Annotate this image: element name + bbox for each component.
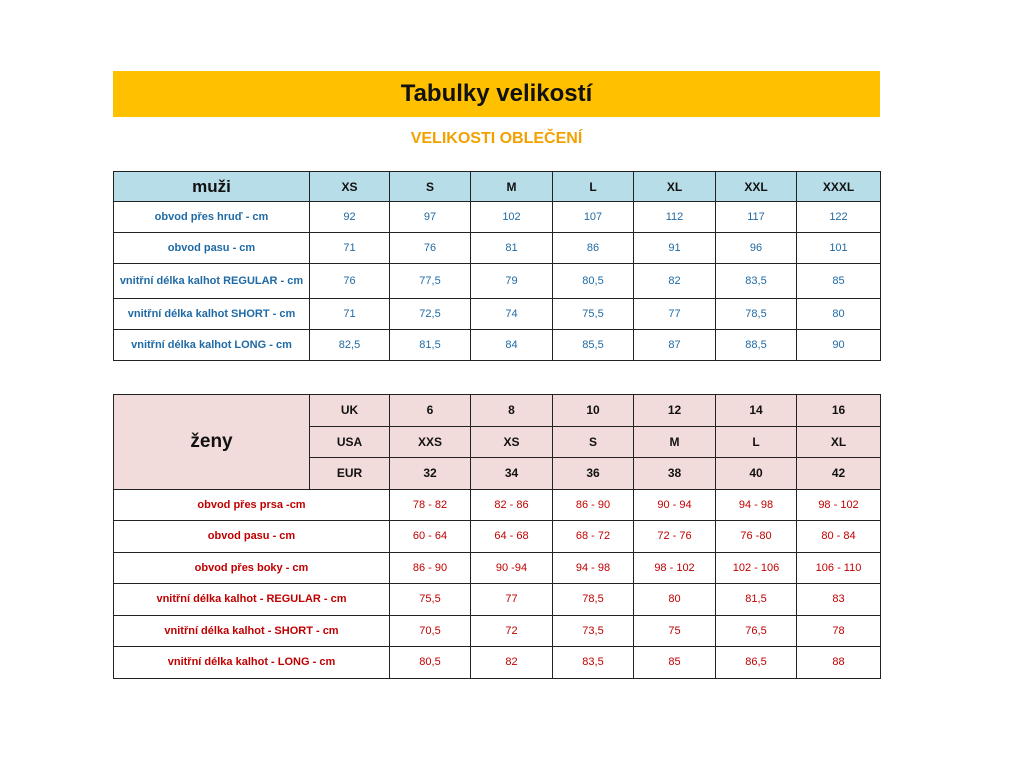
table-cell: 86 - 90 xyxy=(390,552,471,584)
table-cell: 80 xyxy=(797,299,881,330)
table-cell: 75,5 xyxy=(390,584,471,616)
women-size-header: 14 xyxy=(716,395,797,427)
table-cell: 76 xyxy=(310,264,390,299)
table-cell: 64 - 68 xyxy=(471,521,553,553)
table-cell: 84 xyxy=(471,330,553,361)
table-cell: 88 xyxy=(797,647,881,679)
table-cell: 92 xyxy=(310,202,390,233)
table-cell: 86 xyxy=(553,233,634,264)
table-cell: 80 xyxy=(634,584,716,616)
table-cell: 80,5 xyxy=(553,264,634,299)
table-cell: 98 - 102 xyxy=(634,552,716,584)
men-row-inseam-long xyxy=(114,330,881,361)
table-cell: 77 xyxy=(471,584,553,616)
men-size-header: XL xyxy=(634,172,716,202)
table-cell: 76 xyxy=(390,233,471,264)
table-cell: 82 xyxy=(471,647,553,679)
women-size-header: 40 xyxy=(716,458,797,490)
table-cell: 81,5 xyxy=(716,584,797,616)
table-cell: 106 - 110 xyxy=(797,552,881,584)
table-cell: 90 -94 xyxy=(471,552,553,584)
table-cell: 68 - 72 xyxy=(553,521,634,553)
table-cell: 76,5 xyxy=(716,615,797,647)
table-cell: 75 xyxy=(634,615,716,647)
women-label: ženy xyxy=(114,395,310,490)
women-row-waist xyxy=(114,521,881,553)
table-cell: 112 xyxy=(634,202,716,233)
women-size-header: 36 xyxy=(553,458,634,490)
women-size-header: 16 xyxy=(797,395,881,427)
women-row-inseam-long xyxy=(114,647,881,679)
table-cell: 83,5 xyxy=(716,264,797,299)
table-cell: 78,5 xyxy=(716,299,797,330)
table-cell: 78 - 82 xyxy=(390,489,471,521)
table-cell: 82 xyxy=(634,264,716,299)
women-row-bust xyxy=(114,489,881,521)
women-row-inseam-regular xyxy=(114,584,881,616)
table-cell: 87 xyxy=(634,330,716,361)
table-cell: 96 xyxy=(716,233,797,264)
table-cell: 85 xyxy=(634,647,716,679)
table-cell: 82 - 86 xyxy=(471,489,553,521)
men-size-header: XS xyxy=(310,172,390,202)
women-size-header: XS xyxy=(471,426,553,458)
women-size-header: L xyxy=(716,426,797,458)
row-label: obvod přes prsa -cm xyxy=(114,489,390,521)
row-label: obvod přes boky - cm xyxy=(114,552,390,584)
table-cell: 94 - 98 xyxy=(716,489,797,521)
table-cell: 71 xyxy=(310,299,390,330)
men-size-header: XXXL xyxy=(797,172,881,202)
table-cell: 90 - 94 xyxy=(634,489,716,521)
table-cell: 70,5 xyxy=(390,615,471,647)
table-cell: 80,5 xyxy=(390,647,471,679)
table-cell: 78 xyxy=(797,615,881,647)
row-label: obvod pasu - cm xyxy=(114,233,310,264)
page-subtitle: VELIKOSTI OBLEČENÍ xyxy=(410,130,583,147)
women-size-header: 8 xyxy=(471,395,553,427)
women-size-table xyxy=(113,394,881,679)
row-label: obvod přes hruď - cm xyxy=(114,202,310,233)
row-label: vnitřní délka kalhot - SHORT - cm xyxy=(114,615,390,647)
table-cell: 71 xyxy=(310,233,390,264)
table-cell: 86,5 xyxy=(716,647,797,679)
table-cell: 86 - 90 xyxy=(553,489,634,521)
women-size-header: XL xyxy=(797,426,881,458)
women-size-header: S xyxy=(553,426,634,458)
table-cell: 74 xyxy=(471,299,553,330)
table-cell: 72 - 76 xyxy=(634,521,716,553)
table-cell: 85 xyxy=(797,264,881,299)
row-label: vnitřní délka kalhot SHORT - cm xyxy=(114,299,310,330)
table-cell: 75,5 xyxy=(553,299,634,330)
table-cell: 117 xyxy=(716,202,797,233)
table-cell: 83 xyxy=(797,584,881,616)
women-row-inseam-short xyxy=(114,615,881,647)
table-cell: 122 xyxy=(797,202,881,233)
table-cell: 83,5 xyxy=(553,647,634,679)
table-cell: 77 xyxy=(634,299,716,330)
table-cell: 102 xyxy=(471,202,553,233)
table-cell: 107 xyxy=(553,202,634,233)
women-size-header: 42 xyxy=(797,458,881,490)
table-cell: 60 - 64 xyxy=(390,521,471,553)
men-size-table xyxy=(113,171,881,361)
table-cell: 73,5 xyxy=(553,615,634,647)
men-row-waist xyxy=(114,233,881,264)
page-title: Tabulky velikostí xyxy=(113,71,880,117)
men-size-header: S xyxy=(390,172,471,202)
table-cell: 81,5 xyxy=(390,330,471,361)
men-row-inseam-short xyxy=(114,299,881,330)
table-cell: 76 -80 xyxy=(716,521,797,553)
size-system-label: UK xyxy=(310,395,390,427)
women-row-hips xyxy=(114,552,881,584)
table-cell: 78,5 xyxy=(553,584,634,616)
table-cell: 81 xyxy=(471,233,553,264)
table-cell: 97 xyxy=(390,202,471,233)
women-size-header: 32 xyxy=(390,458,471,490)
table-cell: 77,5 xyxy=(390,264,471,299)
men-row-chest xyxy=(114,202,881,233)
women-size-header: M xyxy=(634,426,716,458)
size-system-label: USA xyxy=(310,426,390,458)
women-size-row-uk xyxy=(114,395,881,427)
table-cell: 79 xyxy=(471,264,553,299)
table-cell: 72,5 xyxy=(390,299,471,330)
table-cell: 91 xyxy=(634,233,716,264)
table-cell: 88,5 xyxy=(716,330,797,361)
row-label: vnitřní délka kalhot - REGULAR - cm xyxy=(114,584,390,616)
table-cell: 98 - 102 xyxy=(797,489,881,521)
table-cell: 90 xyxy=(797,330,881,361)
table-cell: 102 - 106 xyxy=(716,552,797,584)
row-label: vnitřní délka kalhot REGULAR - cm xyxy=(114,264,310,299)
women-size-header: 12 xyxy=(634,395,716,427)
women-size-header: 34 xyxy=(471,458,553,490)
table-cell: 80 - 84 xyxy=(797,521,881,553)
men-size-header: L xyxy=(553,172,634,202)
table-cell: 72 xyxy=(471,615,553,647)
table-cell: 85,5 xyxy=(553,330,634,361)
men-header-row xyxy=(114,172,881,202)
women-size-header: 10 xyxy=(553,395,634,427)
row-label: vnitřní délka kalhot LONG - cm xyxy=(114,330,310,361)
table-cell: 94 - 98 xyxy=(553,552,634,584)
row-label: obvod pasu - cm xyxy=(114,521,390,553)
table-cell: 82,5 xyxy=(310,330,390,361)
men-label: muži xyxy=(114,172,310,202)
men-size-header: XXL xyxy=(716,172,797,202)
women-size-header: XXS xyxy=(390,426,471,458)
men-row-inseam-regular xyxy=(114,264,881,299)
men-size-header: M xyxy=(471,172,553,202)
table-cell: 101 xyxy=(797,233,881,264)
women-size-header: 6 xyxy=(390,395,471,427)
size-system-label: EUR xyxy=(310,458,390,490)
row-label: vnitřní délka kalhot - LONG - cm xyxy=(114,647,390,679)
women-size-header: 38 xyxy=(634,458,716,490)
